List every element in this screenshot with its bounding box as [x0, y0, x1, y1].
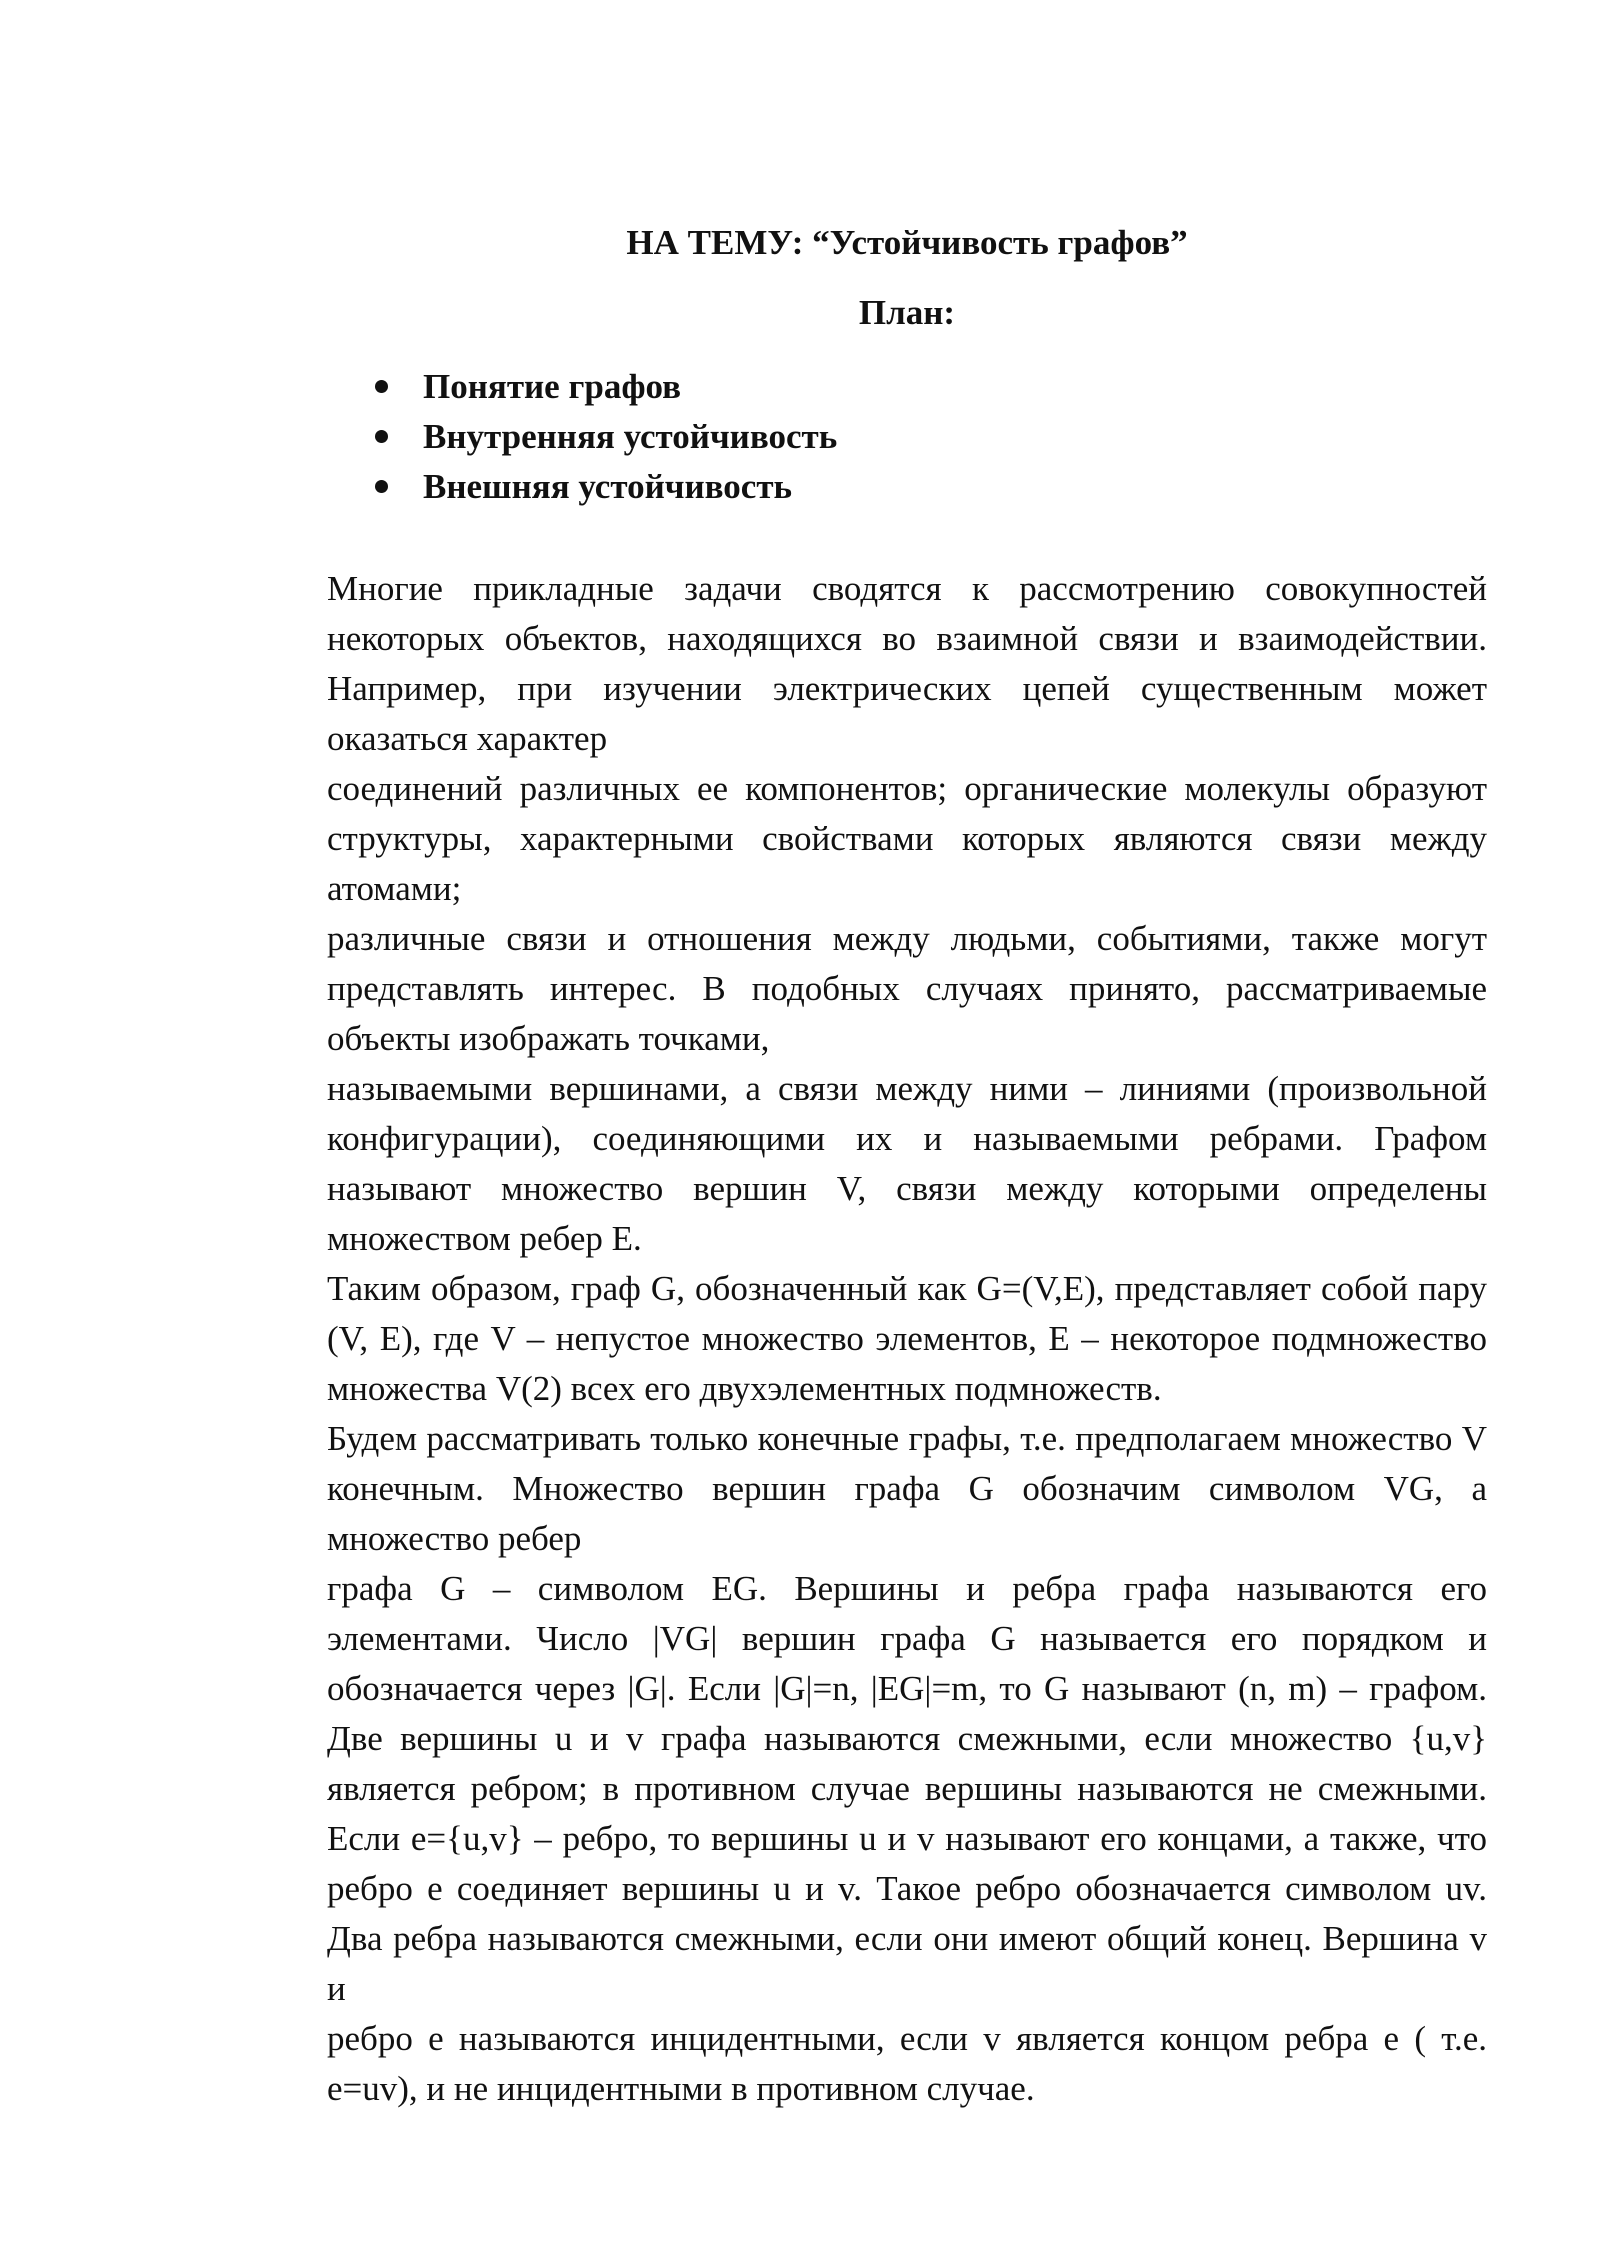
plan-item [327, 362, 1487, 412]
document-content [327, 218, 1487, 2114]
body-paragraph: Таким образом, граф G, обозначенный как G=(V,E), представляет собой пару (V, E), где V – непустое множество элементов, E – некоторое подмножество множества V(2) всех его двухэлементных подмножеств. [327, 1269, 1487, 1408]
bullet-icon [375, 380, 388, 393]
body-paragraph: Будем рассматривать только конечные графы, т.е. предполагаем множество V конечным. Множество вершин графа G обозначим символом VG, а множество ребер [327, 1419, 1487, 1558]
body-paragraph: ребро e называются инцидентными, если v является концом ребра e ( т.е. e=uv), и не инцидентными в противном случае. [327, 2019, 1487, 2108]
body-paragraph: соединений различных ее компонентов; органические молекулы образуют структуры, характерными свойствами которых являются связи между атомами; [327, 769, 1487, 908]
bullet-icon [375, 480, 388, 493]
plan-item-label: Внешняя устойчивость [423, 467, 793, 506]
body-paragraph: различные связи и отношения между людьми, событиями, также могут представлять интерес. В подобных случаях принято, рассматриваемые объекты изображать точками, [327, 919, 1487, 1058]
bullet-icon [375, 430, 388, 443]
body-paragraph: графа G – символом EG. Вершины и ребра графа называются его элементами. Число |VG| вершин графа G называется его порядком и обозначается через |G|. Если |G|=n, |EG|=m, то G называют (n, m) – графом. Две вершины u и v графа называются смежными, если множество {u,v} является ребром; в противном случае вершины называются не смежными. Если e={u,v} – ребро, то вершины u и v называют его концами, а также, что ребро e соединяет вершины u и v. Такое ребро обозначается символом uv. Два ребра называются смежными, если они имеют общий конец. Вершина v и [327, 1569, 1487, 2008]
body-paragraph: Многие прикладные задачи сводятся к рассмотрению совокупностей некоторых объектов, находящихся во взаимной связи и взаимодействии. Например, при изучении электрических цепей существенным может оказаться характер [327, 569, 1487, 758]
plan-item [327, 412, 1487, 462]
plan-item [327, 462, 1487, 512]
plan-item-label: Понятие графов [423, 367, 682, 406]
plan-list [327, 362, 1487, 512]
body-paragraph: называемыми вершинами, а связи между ними – линиями (произвольной конфигурации), соединяющими их и называемыми ребрами. Графом называют множество вершин V, связи между которыми определены множеством ребер E. [327, 1069, 1487, 1258]
document-title: НА ТЕМУ: “Устойчивость графов” [626, 223, 1188, 262]
plan-item-label: Внутренняя устойчивость [423, 417, 838, 456]
plan-heading: План: [858, 293, 956, 332]
